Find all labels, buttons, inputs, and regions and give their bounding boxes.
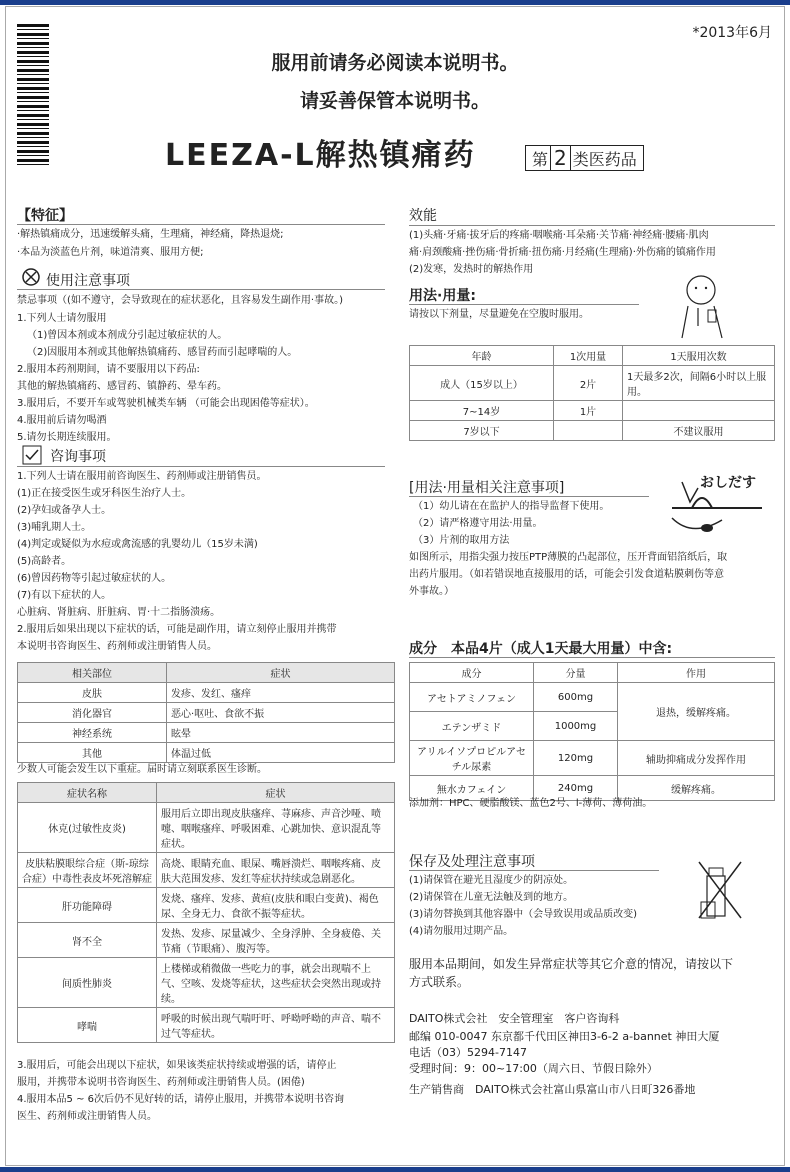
dosage-note-line: （3）片剂的取用方法 bbox=[413, 535, 510, 546]
dosage-table bbox=[409, 345, 775, 441]
dosage-note-line: 如图所示，用指尖强力按压PTP薄膜的凸起部位，压开背面铝箔纸后，取 bbox=[409, 552, 728, 563]
table-header: 1天服用次数 bbox=[623, 346, 775, 366]
table-cell: 缓解疼痛。 bbox=[618, 776, 775, 801]
storage-note: 方式联系。 bbox=[409, 975, 470, 989]
bottom-border bbox=[0, 1167, 790, 1172]
table-cell: 不建议服用 bbox=[623, 421, 775, 441]
storage-title: 保存及处理注意事项 bbox=[409, 854, 535, 870]
contact-company: DAITO株式会社 安全管理室 客户咨询科 bbox=[409, 1012, 620, 1025]
table-row bbox=[18, 803, 395, 853]
table-cell: 发烧、瘙痒、发疹、黄疸(皮肤和眼白变黄)、褐色尿、全身无力、食欲不振等症状。 bbox=[157, 888, 395, 923]
consult-line: (7)有以下症状的人。 bbox=[17, 590, 112, 601]
efficacy-line: 痛·肩颈酸痛·挫伤痛·骨折痛·扭伤痛·月经痛(生理痛)·外伤痛的镇痛作用 bbox=[409, 247, 716, 258]
after-line: 服用，并携带本说明书咨询医生、药剂师或注册销售人员。(困倦) bbox=[17, 1077, 305, 1088]
efficacy-line: (2)发寒，发热时的解热作用 bbox=[409, 264, 534, 275]
table-cell: 退热，缓解疼痛。 bbox=[618, 683, 775, 741]
storage-line: (3)请勿替换到其他容器中（会导致误用或品质改变) bbox=[409, 909, 638, 920]
caution-line: 5.请勿长期连续服用。 bbox=[17, 432, 117, 443]
consult-line: (1)正在接受医生或牙科医生治疗人士。 bbox=[17, 488, 192, 499]
table-cell: アセトアミノフェン bbox=[410, 683, 534, 712]
dosage-note-line: （1）幼儿请在在监护人的指导监督下使用。 bbox=[413, 501, 610, 512]
divider bbox=[409, 225, 775, 226]
table-cell: 体温过低 bbox=[167, 743, 395, 763]
table-cell: 皮肤粘膜眼综合症（斯-琼综合症）中毒性表皮坏死溶解症 bbox=[18, 853, 157, 888]
table-row bbox=[410, 776, 775, 801]
contact-hours: 受理时间：9：00~17:00（周六日、节假日除外） bbox=[409, 1062, 658, 1075]
storage-line: (1)请保管在避光且湿度少的阴凉处。 bbox=[409, 875, 574, 886]
drug-class-badge bbox=[525, 145, 644, 171]
product-title: LEEZA-L解热镇痛药 bbox=[165, 138, 476, 173]
table-cell: 呼吸的时候出现气喘吁吁、呼呦呼呦的声音、喘不过气等症状。 bbox=[157, 1008, 395, 1043]
table-cell: 发疹、发红、瘙痒 bbox=[167, 683, 395, 703]
caution-line: 1.下列人士请勿服用 bbox=[17, 313, 107, 324]
table-cell: 休克(过敏性皮炎) bbox=[18, 803, 157, 853]
table-header: 症状名称 bbox=[18, 783, 157, 803]
consult-line: 心脏病、肾脏病、肝脏病、胃·十二指肠溃疡。 bbox=[17, 607, 221, 618]
caution-line: （1)曾因本剂或本剂成分引起过敏症状的人。 bbox=[27, 330, 228, 341]
table-cell: 眩晕 bbox=[167, 723, 395, 743]
consult-title: 咨询事项 bbox=[50, 449, 106, 465]
consult-line: 本说明书咨询医生、药剂师或注册销售人员。 bbox=[17, 641, 217, 652]
table-cell: 恶心·呕吐、食欲不振 bbox=[167, 703, 395, 723]
table-cell: アリルイソプロピルアセチル尿素 bbox=[410, 741, 534, 776]
contact-maker: 生产销售商 DAITO株式会社富山県富山市八日町326番地 bbox=[409, 1083, 696, 1096]
table-cell: 哮喘 bbox=[18, 1008, 157, 1043]
table-cell: 1天最多2次，间隔6小时以上服用。 bbox=[623, 366, 775, 401]
person-taking-pill-icon bbox=[668, 268, 738, 340]
table-row bbox=[18, 1008, 395, 1043]
dosage-intro: 请按以下剂量，尽量避免在空腹时服用。 bbox=[409, 309, 589, 320]
caution-line: 3.服用后，不要开车或驾驶机械类车辆 （可能会出现困倦等症状）。 bbox=[17, 398, 315, 409]
table-row bbox=[18, 723, 395, 743]
table-header: 作用 bbox=[618, 663, 775, 683]
table-header: 症状 bbox=[167, 663, 395, 683]
table-header: 相关部位 bbox=[18, 663, 167, 683]
revision-date: *2013年6月 bbox=[692, 25, 772, 41]
feature-line: ·本品为淡蓝色片剂，味道清爽、服用方便; bbox=[17, 247, 204, 258]
divider bbox=[409, 304, 639, 305]
divider bbox=[17, 224, 385, 225]
divider bbox=[409, 657, 775, 658]
storage-line: (2)请保管在儿童无法触及到的地方。 bbox=[409, 892, 574, 903]
table-row bbox=[18, 703, 395, 723]
divider bbox=[17, 289, 385, 290]
table-cell: 600mg bbox=[534, 683, 618, 712]
additives: 添加剂：HPC、硬脂酸镁、蓝色2号、l-薄荷、薄荷油。 bbox=[409, 798, 653, 809]
table-header: 症状 bbox=[157, 783, 395, 803]
caution-line: 禁忌事项（(如不遵守，会导致现在的症状恶化，且容易发生副作用·事故。) bbox=[17, 295, 343, 306]
table-cell: エテンザミド bbox=[410, 712, 534, 741]
dosage-title: 用法·用量: bbox=[409, 288, 476, 304]
table-row bbox=[410, 366, 775, 401]
contact-address: 邮编 010-0047 东京都千代田区神田3-6-2 a-bannet 神田大厦 bbox=[409, 1030, 720, 1043]
consult-line: (2)孕妇或备孕人士。 bbox=[17, 505, 112, 516]
table-cell: 120mg bbox=[534, 741, 618, 776]
table-cell: 1片 bbox=[554, 401, 623, 421]
table-cell: 辅助抑痛成分发挥作用 bbox=[618, 741, 775, 776]
table-row bbox=[18, 743, 395, 763]
storage-line: (4)请勿服用过期产品。 bbox=[409, 926, 514, 937]
dosage-notes-title: [用法·用量相关注意事项] bbox=[409, 480, 565, 496]
no-container-swap-icon bbox=[695, 858, 745, 924]
ingredients-table bbox=[409, 662, 775, 801]
table-row bbox=[410, 401, 775, 421]
table-cell: 240mg bbox=[534, 776, 618, 801]
table-row bbox=[18, 853, 395, 888]
serious-note: 少数人可能会发生以下重症。届时请立刻联系医生诊断。 bbox=[17, 764, 267, 775]
table-row bbox=[410, 421, 775, 441]
caution-line: （2)因服用本剂或其他解热镇痛药、感冒药而引起哮喘的人。 bbox=[27, 347, 298, 358]
efficacy-title: 效能 bbox=[409, 208, 437, 224]
class-prefix: 第 bbox=[532, 150, 549, 169]
table-cell: 间质性肺炎 bbox=[18, 958, 157, 1008]
table-cell: 神经系统 bbox=[18, 723, 167, 743]
top-border bbox=[0, 0, 790, 5]
read-notice: 服用前请务必阅读本说明书。 bbox=[271, 52, 519, 74]
table-cell bbox=[554, 421, 623, 441]
table-row bbox=[18, 683, 395, 703]
table-header: 成分 bbox=[410, 663, 534, 683]
table-row bbox=[18, 923, 395, 958]
table-cell: 发热、发疹、尿量减少、全身浮肿、全身疲倦、关节痛（节眼痛）、腹泻等。 bbox=[157, 923, 395, 958]
dosage-note-line: 出药片服用。（如若错误地直接服用的话，可能会引发食道粘膜刺伤等意 bbox=[409, 569, 724, 580]
ptp-push-illustration-icon bbox=[662, 468, 772, 540]
class-number: 2 bbox=[550, 145, 571, 171]
table-cell: 2片 bbox=[554, 366, 623, 401]
caution-title: 使用注意事项 bbox=[46, 273, 130, 289]
consult-line: (5)高龄者。 bbox=[17, 556, 72, 567]
caution-line: 2.服用本药剂期间，请不要服用以下药品: bbox=[17, 364, 200, 375]
table-cell: 皮肤 bbox=[18, 683, 167, 703]
table-row bbox=[18, 958, 395, 1008]
after-line: 医生、药剂师或注册销售人员。 bbox=[17, 1111, 157, 1122]
divider bbox=[409, 870, 659, 871]
ingredients-title: 成分 本品4片（成人1天最大用量）中含: bbox=[409, 641, 673, 657]
consult-line: (4)判定或疑似为水痘或禽流感的乳婴幼儿（15岁未满) bbox=[17, 539, 258, 550]
consult-line: 2.服用后如果出现以下症状的话，可能是副作用，请立刻停止服用并携带 bbox=[17, 624, 337, 635]
table-row bbox=[18, 888, 395, 923]
feature-line: ·解热镇痛成分，迅速缓解头痛，生理痛，神经痛，降热退烧; bbox=[17, 229, 284, 240]
table-cell: 消化器官 bbox=[18, 703, 167, 723]
table-cell: 服用后立即出现皮肤瘙痒、荨麻疹、声音沙哑、喷嚏、咽喉瘙痒、呼吸困难、心跳加快、意识混乱等症状。 bbox=[157, 803, 395, 853]
table-cell: 1000mg bbox=[534, 712, 618, 741]
table-row bbox=[410, 741, 775, 776]
table-header: 1次用量 bbox=[554, 346, 623, 366]
caution-line: 4.服用前后请勿喝酒 bbox=[17, 415, 107, 426]
divider bbox=[409, 496, 649, 497]
storage-note: 服用本品期间，如发生异常症状等其它介意的情况，请按以下 bbox=[409, 957, 734, 971]
table-cell: 7~14岁 bbox=[410, 401, 554, 421]
keep-notice: 请妥善保管本说明书。 bbox=[299, 90, 490, 112]
table-cell bbox=[623, 401, 775, 421]
table-cell: 高烧、眼睛充血、眼屎、嘴唇溃烂、咽喉疼痛、皮肤大范围发疹、发红等症状持续或急剧恶化。 bbox=[157, 853, 395, 888]
side-effect-table bbox=[17, 662, 395, 763]
push-out-label: おしだす bbox=[700, 475, 756, 491]
contact-phone: 电话（03）5294-7147 bbox=[409, 1046, 527, 1059]
table-row bbox=[410, 683, 775, 712]
features-title: 【特征】 bbox=[17, 208, 73, 224]
table-cell: 成人（15岁以上） bbox=[410, 366, 554, 401]
consult-line: 1.下列人士请在服用前咨询医生、药剂师或注册销售员。 bbox=[17, 471, 267, 482]
consult-line: (3)哺乳期人士。 bbox=[17, 522, 92, 533]
after-line: 4.服用本品5 ~ 6次后仍不见好转的话，请停止服用，并携带本说明书咨询 bbox=[17, 1094, 345, 1105]
table-cell: 無水カフェイン bbox=[410, 776, 534, 801]
table-cell: 上楼梯或稍微做一些吃力的事，就会出现喘不上气、空咳、发烧等症状，这些症状会突然出现或持续。 bbox=[157, 958, 395, 1008]
dosage-note-line: 外事故。） bbox=[409, 586, 454, 597]
caution-line: 其他的解热镇痛药、感冒药、镇静药、晕车药。 bbox=[17, 381, 227, 392]
table-cell: 肝功能障碍 bbox=[18, 888, 157, 923]
table-header: 分量 bbox=[534, 663, 618, 683]
table-cell: 其他 bbox=[18, 743, 167, 763]
class-suffix: 类医药品 bbox=[572, 150, 637, 169]
efficacy-line: (1)头痛·牙痛·拔牙后的疼痛·咽喉痛·耳朵痛·关节痛·神经痛·腰痛·肌肉 bbox=[409, 230, 709, 241]
consult-line: (6)曾因药物等引起过敏症状的人。 bbox=[17, 573, 172, 584]
table-cell: 7岁以下 bbox=[410, 421, 554, 441]
divider bbox=[17, 466, 385, 467]
prohibited-icon bbox=[22, 268, 40, 286]
serious-effect-table bbox=[17, 782, 395, 1043]
dosage-note-line: （2）请严格遵守用法·用量。 bbox=[413, 518, 543, 529]
table-cell: 肾不全 bbox=[18, 923, 157, 958]
table-header: 年龄 bbox=[410, 346, 554, 366]
consult-icon bbox=[22, 445, 42, 465]
after-line: 3.服用后，可能会出现以下症状，如果该类症状持续或增强的话，请停止 bbox=[17, 1060, 337, 1071]
